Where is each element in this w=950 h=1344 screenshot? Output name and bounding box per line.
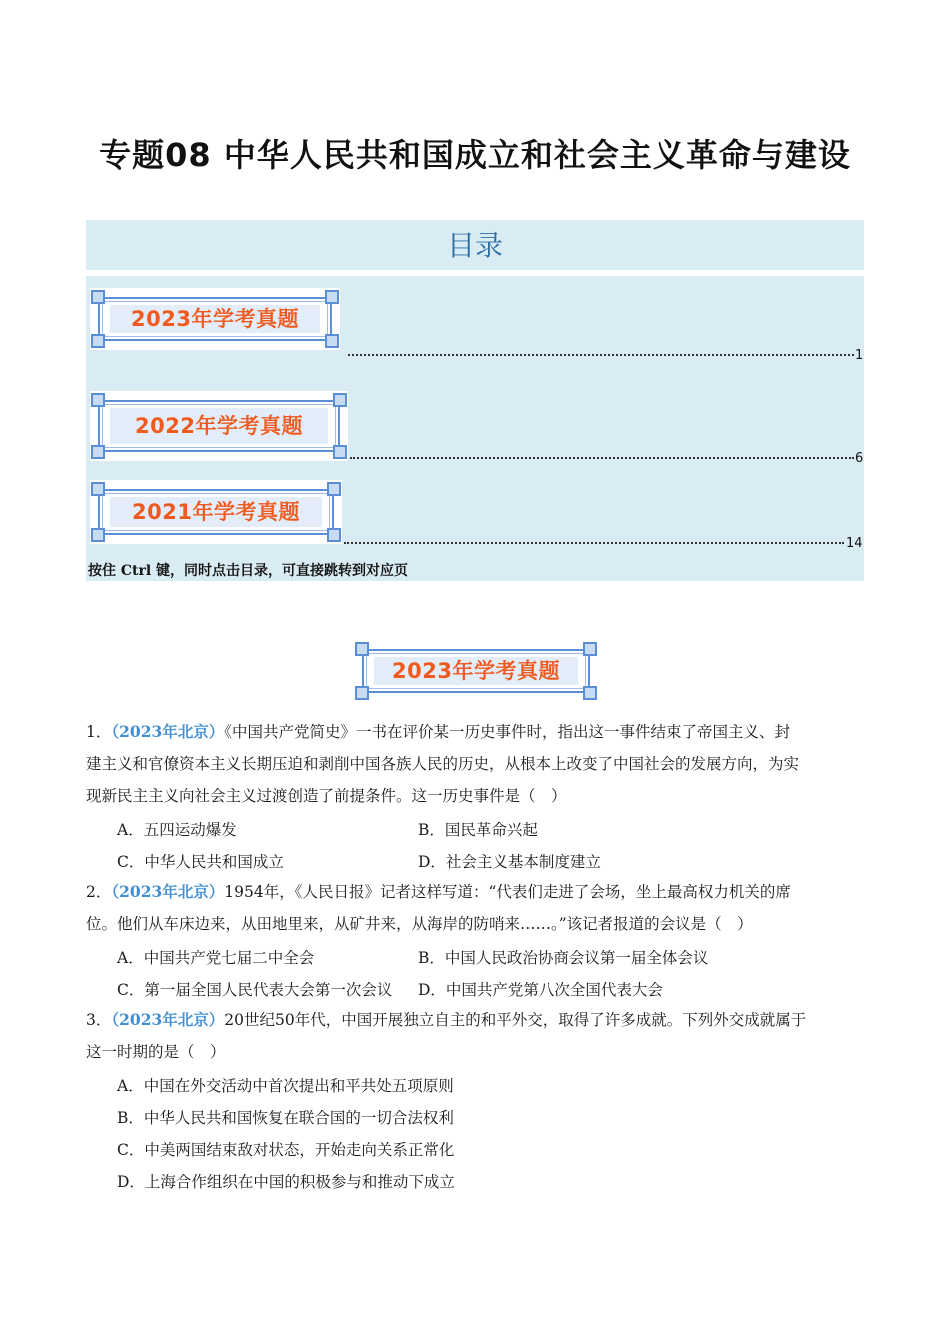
question-stem-line: 这一时期的是（ ） xyxy=(86,1043,226,1061)
question-text: 20世纪50年代，中国开展独立自主的和平外交，取得了许多成就。下列外交成就属于 xyxy=(224,1011,807,1029)
option-c[interactable]: C．中华人民共和国成立 xyxy=(117,853,284,871)
question-stem-line xyxy=(86,716,866,748)
question-number: 2． xyxy=(86,883,112,901)
option-d[interactable]: D．社会主义基本制度建立 xyxy=(418,853,601,871)
question-stem-line: 现新民主主义向社会主义过渡创造了前提条件。这一历史事件是（ ） xyxy=(86,787,567,805)
toc-page-number[interactable]: 1 xyxy=(855,348,864,363)
page-title: 专题08 中华人民共和国成立和社会主义革命与建设 xyxy=(99,136,851,174)
option-d[interactable]: D．中国共产党第八次全国代表大会 xyxy=(418,981,663,999)
toc-leader-dots xyxy=(348,354,854,356)
question-1 xyxy=(86,716,866,812)
option-a[interactable]: A．中国共产党七届二中全会 xyxy=(117,949,315,967)
option-a[interactable]: A．五四运动爆发 xyxy=(117,821,237,839)
toc-entry-2022[interactable] xyxy=(90,391,348,461)
question-stem-line: 建主义和官僚资本主义长期压迫和剥削中国各族人民的历史，从根本上改变了中国社会的发展方向，为实 xyxy=(86,755,800,773)
option-b[interactable]: B．中国人民政治协商会议第一届全体会议 xyxy=(418,949,709,967)
option-b[interactable]: B．中华人民共和国恢复在联合国的一切合法权利 xyxy=(117,1109,454,1127)
question-stem-line xyxy=(86,876,866,908)
question-stem-line: 位。他们从车床边来，从田地里来，从矿井来，从海岸的防哨来……。”该记者报道的会议是（ ） xyxy=(86,915,753,933)
toc-entry-label: 2022年学考真题 xyxy=(135,414,303,438)
question-text: 1954年，《人民日报》记者这样写道：“代表们走进了会场，坐上最高权力机关的席 xyxy=(224,883,791,901)
question-source: （2023年北京） xyxy=(111,722,225,741)
question-source: （2023年北京） xyxy=(111,1010,225,1029)
toc-leader-dots xyxy=(344,542,844,544)
toc-entry-label: 2021年学考真题 xyxy=(132,500,300,524)
toc-page-number[interactable]: 6 xyxy=(855,451,864,466)
section-heading-badge xyxy=(354,640,598,702)
option-b[interactable]: B．国民革命兴起 xyxy=(418,821,538,839)
question-3 xyxy=(86,1004,866,1068)
question-number: 1． xyxy=(86,723,112,741)
question-source: （2023年北京） xyxy=(111,882,225,901)
toc-entry-label: 2023年学考真题 xyxy=(131,307,299,331)
question-stem-line xyxy=(86,1004,866,1036)
toc-body xyxy=(86,276,864,581)
section-heading-label: 2023年学考真题 xyxy=(392,659,560,683)
toc-heading: 目录 xyxy=(86,220,864,270)
toc-page-number[interactable]: 14 xyxy=(846,536,863,551)
toc-leader-dots xyxy=(350,457,854,459)
toc-entry-2021[interactable] xyxy=(90,480,342,544)
toc-entry-2023[interactable] xyxy=(90,288,340,350)
option-c[interactable]: C．中美两国结束敌对状态，开始走向关系正常化 xyxy=(117,1141,455,1159)
option-c[interactable]: C．第一届全国人民代表大会第一次会议 xyxy=(117,981,393,999)
question-text: 《中国共产党简史》一书在评价某一历史事件时，指出这一事件结束了帝国主义、封 xyxy=(224,723,791,741)
toc-hint: 按住 Ctrl 键，同时点击目录，可直接跳转到对应页 xyxy=(88,563,409,579)
question-2 xyxy=(86,876,866,940)
table-of-contents xyxy=(86,220,864,581)
question-number: 3． xyxy=(86,1011,112,1029)
option-d[interactable]: D．上海合作组织在中国的积极参与和推动下成立 xyxy=(117,1173,455,1191)
option-a[interactable]: A．中国在外交活动中首次提出和平共处五项原则 xyxy=(117,1077,454,1095)
